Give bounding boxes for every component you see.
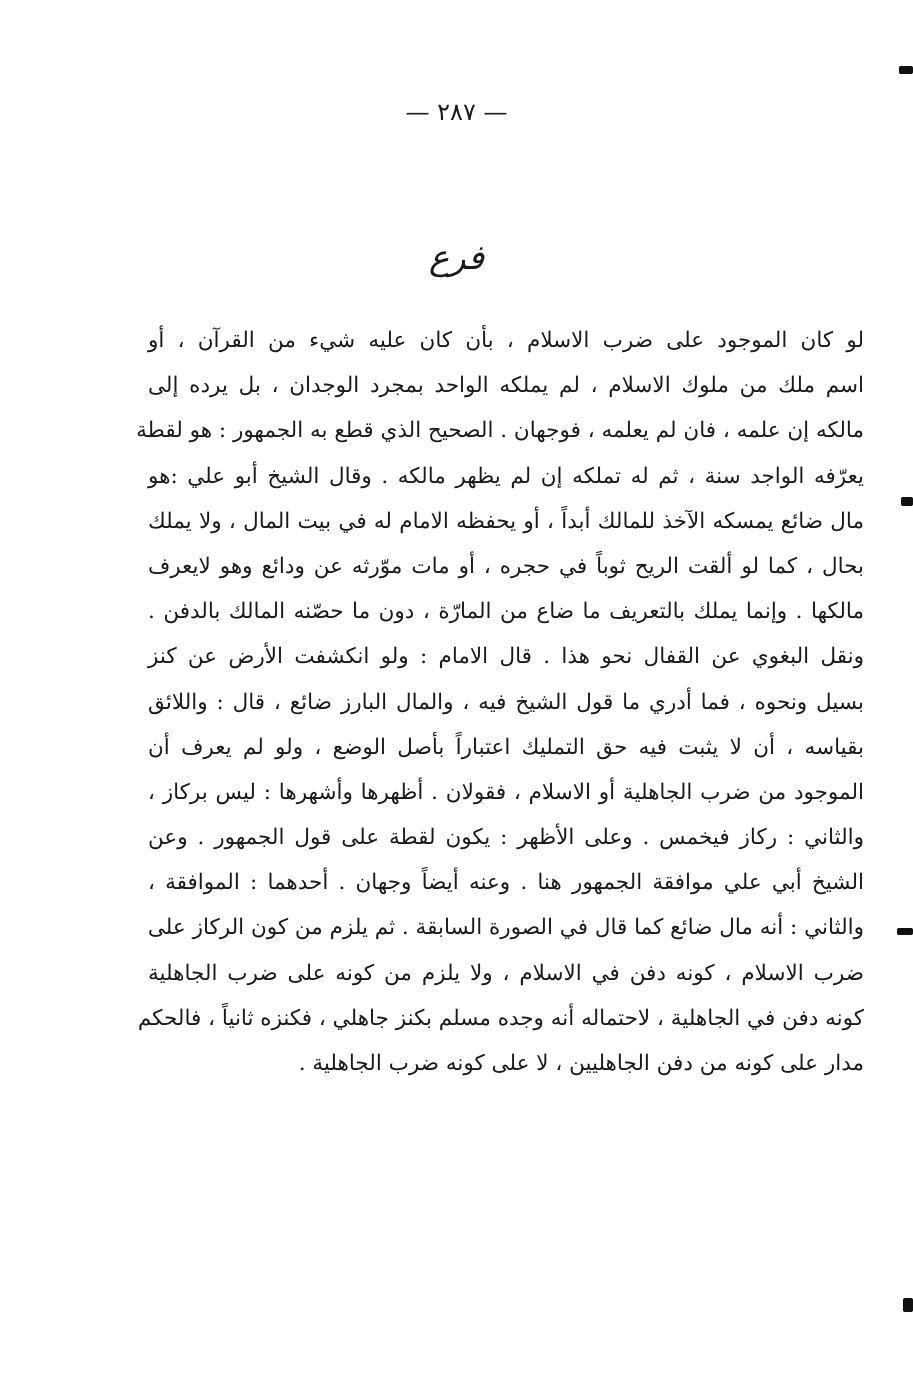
section-title: فرع: [428, 238, 485, 278]
text-line: والثاني : أنه مال ضائع كما قال في الصورة السابقة . ثم يلزم من كون الركاز على: [147, 915, 864, 941]
text-line: يعرّفه الواجد سنة ، ثم له تملكه إن لم يظهر مالكه . وقال الشيخ أبو علي :هو: [148, 463, 864, 489]
text-line: مدار على كونه من دفن الجاهليين ، لا على كونه ضرب الجاهلية .: [298, 1051, 864, 1076]
scan-edge-mark: [897, 928, 913, 935]
text-line: والثاني : ركاز فيخمس . وعلى الأظهر : يكون لقطة على قول الجمهور . وعن: [148, 825, 864, 851]
text-line: ونقل البغوي عن القفال نحو هذا . قال الامام : ولو انكشفت الأرض عن كنز: [148, 644, 864, 670]
text-line: مال ضائع يمسكه الآخذ للمالك أبداً ، أو يحفظه الامام له في بيت المال ، ولا يملك: [148, 508, 864, 534]
text-line: الموجود من ضرب الجاهلية أو الاسلام ، فقولان . أظهرها وأشهرها : ليس بركاز ،: [148, 779, 864, 805]
body-text: [136, 318, 864, 1086]
text-line: مالكه إن علمه ، فان لم يعلمه ، فوجهان . الصحيح الذي قطع به الجمهور : هو لقطة: [136, 418, 864, 444]
text-line: لو كان الموجود على ضرب الاسلام ، بأن كان عليه شيء من القرآن ، أو: [148, 328, 864, 353]
page-number: — ٢٨٧ —: [405, 98, 508, 126]
scan-edge-mark: [903, 1298, 913, 1312]
text-line: اسم ملك من ملوك الاسلام ، لم يملكه الواحد بمجرد الوجدان ، بل يرده إلى: [148, 373, 864, 399]
text-line: ضرب الاسلام ، كونه دفن في الاسلام ، ولا يلزم من كونه على ضرب الجاهلية: [148, 960, 864, 986]
text-line: مالكها . وإنما يملك بالتعريف ما ضاع من المارّة ، دون ما حصّنه المالك بالدفن .: [148, 599, 864, 625]
text-line: كونه دفن في الجاهلية ، لاحتماله أنه وجده مسلم بكنز جاهلي ، فكنزه ثانياً ، فالحكم: [137, 1005, 864, 1031]
scan-edge-mark: [899, 66, 913, 74]
scan-edge-mark: [901, 497, 913, 506]
text-line: بسيل ونحوه ، فما أدري ما قول الشيخ فيه ، والمال البارز ضائع ، قال : واللائق: [148, 689, 864, 715]
text-line: بحال ، كما لو ألقت الريح ثوباً في حجره ، أو مات موّرثه عن ودائع وهو لايعرف: [148, 553, 864, 579]
text-line: الشيخ أبي علي موافقة الجمهور هنا . وعنه أيضاً وجهان . أحدهما : الموافقة ،: [148, 870, 864, 896]
text-line: بقياسه ، أن لا يثبت فيه حق التمليك اعتباراً بأصل الوضع ، ولو لم يعرف أن: [148, 734, 864, 760]
